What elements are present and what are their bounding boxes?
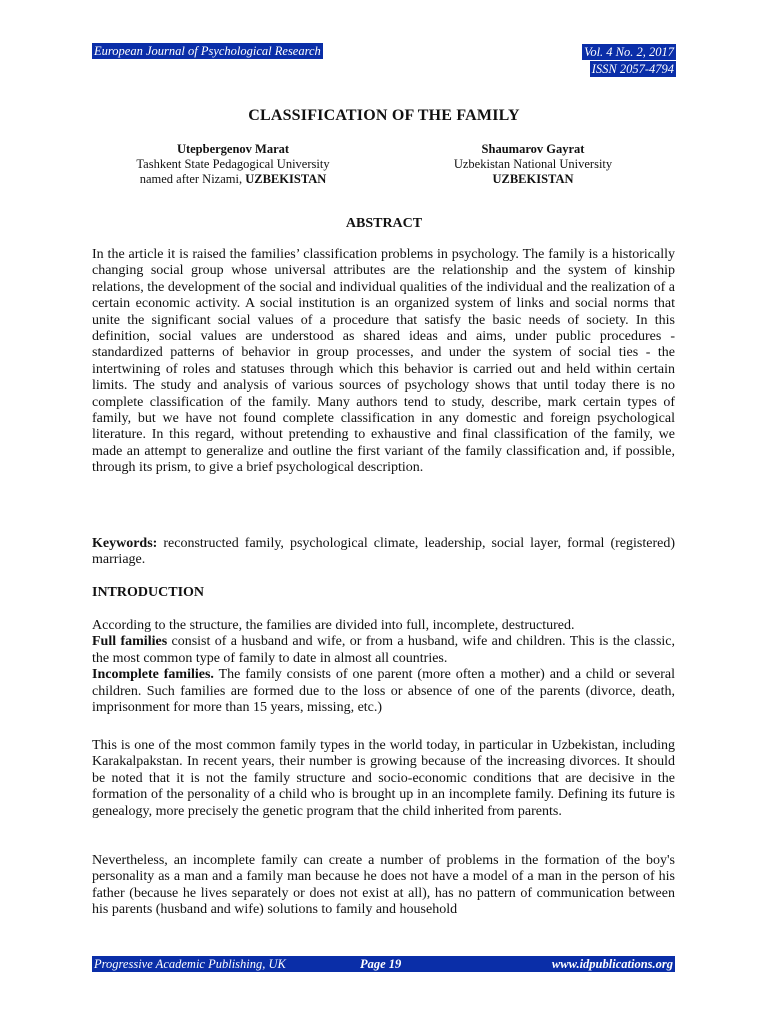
publisher-url[interactable]: www.idpublications.org — [551, 957, 673, 971]
abstract-heading: ABSTRACT — [345, 216, 423, 231]
intro-line: According to the structure, the families are divided into full, incomplete, destructured. — [92, 618, 575, 633]
keywords-text: reconstructed family, psychological climate, leadership, social layer, formal (registered) marriage. — [92, 536, 675, 568]
abstract-text: In the article it is raised the families’ classification problems in psychology. The family is a historically changing social group whose universal attributes are the relationship and the system of kinship relations, the development of the social and individual qualities of the individual and the realization of a certain economic activity. A social institution is an organized system of links and social norms that unite the significant social values of a procedure that satisfy the basic needs of society. In this definition, social values are understood as shared ideas and aims, under public procedures - standardized patterns of behavior in group processes, and under the system of social ties - the intertwining of roles and statuses through which this behavior is carried out and held within certain limits. The study and analysis of various sources of psychology shows that until today there is no complete classification of the family. Many authors tend to study, describe, mark certain types of family, but we have not found complete classification in any domestic and foreign psychological literature. In this regard, without pretending to exhaustive and final classification of the family, we made an attempt to generalize and outline the first variant of the family classification and, if possible, through its prism, to give a brief psychological description. — [92, 247, 675, 476]
introduction-text — [92, 618, 675, 716]
author-block-1 — [113, 142, 353, 187]
publisher-name: Progressive Academic Publishing, UK — [94, 957, 286, 971]
author-country: UZBEKISTAN — [492, 172, 574, 186]
journal-name: European Journal of Psychological Research — [94, 44, 321, 58]
volume-label: Vol. 4 No. 2, 2017 — [584, 45, 674, 59]
issue-info — [582, 43, 676, 77]
paragraph: Nevertheless, an incomplete family can create a number of problems in the formation of the boy's personality as a man and a family man because he does not have a model of a man in the person of his father (because he lives separately or does not exist at all), has no pattern of communication between his parents (husband and wife) solutions to family and household — [92, 853, 675, 918]
keywords — [92, 536, 675, 569]
page-footer — [92, 956, 675, 972]
author-affiliation: Uzbekistan National University — [453, 157, 613, 171]
author-name: Shaumarov Gayrat — [481, 142, 585, 156]
introduction-heading: INTRODUCTION — [92, 585, 205, 600]
full-families-para: Full families consist of a husband and wife, or from a husband, wife and children. This is the classic, the most common type of family to date in almost all countries. — [92, 634, 675, 666]
keywords-label: Keywords: — [92, 536, 158, 551]
author-name: Utepbergenov Marat — [176, 142, 290, 156]
page-number: Page 19 — [360, 957, 402, 971]
author-affiliation: Tashkent State Pedagogical University — [136, 157, 330, 171]
paper-title: CLASSIFICATION OF THE FAMILY — [248, 107, 520, 124]
incomplete-families-para: Incomplete families. The family consists of one parent (more often a mother) and a child or several children. Such families are formed due to the loss or absence of one of the parents (divorce, death, imprisonment for more than 15 years, missing, etc.) — [92, 667, 676, 716]
author-block-2 — [413, 142, 653, 187]
author-affiliation-line2: named after Nizami, UZBEKISTAN — [139, 172, 327, 186]
paragraph: This is one of the most common family types in the world today, in particular in Uzbekistan, including Karakalpakstan. In recent years, their number is growing because of the increasing divorces. It should be noted that it is not the family structure and socio-economic conditions that are decisive in the formation of the personality of a child who is brought up in an incomplete family. Defining its future is genealogy, more precisely the genetic program that the child inherited from parents. — [92, 738, 675, 819]
issn-label: ISSN 2057-4794 — [591, 62, 674, 76]
